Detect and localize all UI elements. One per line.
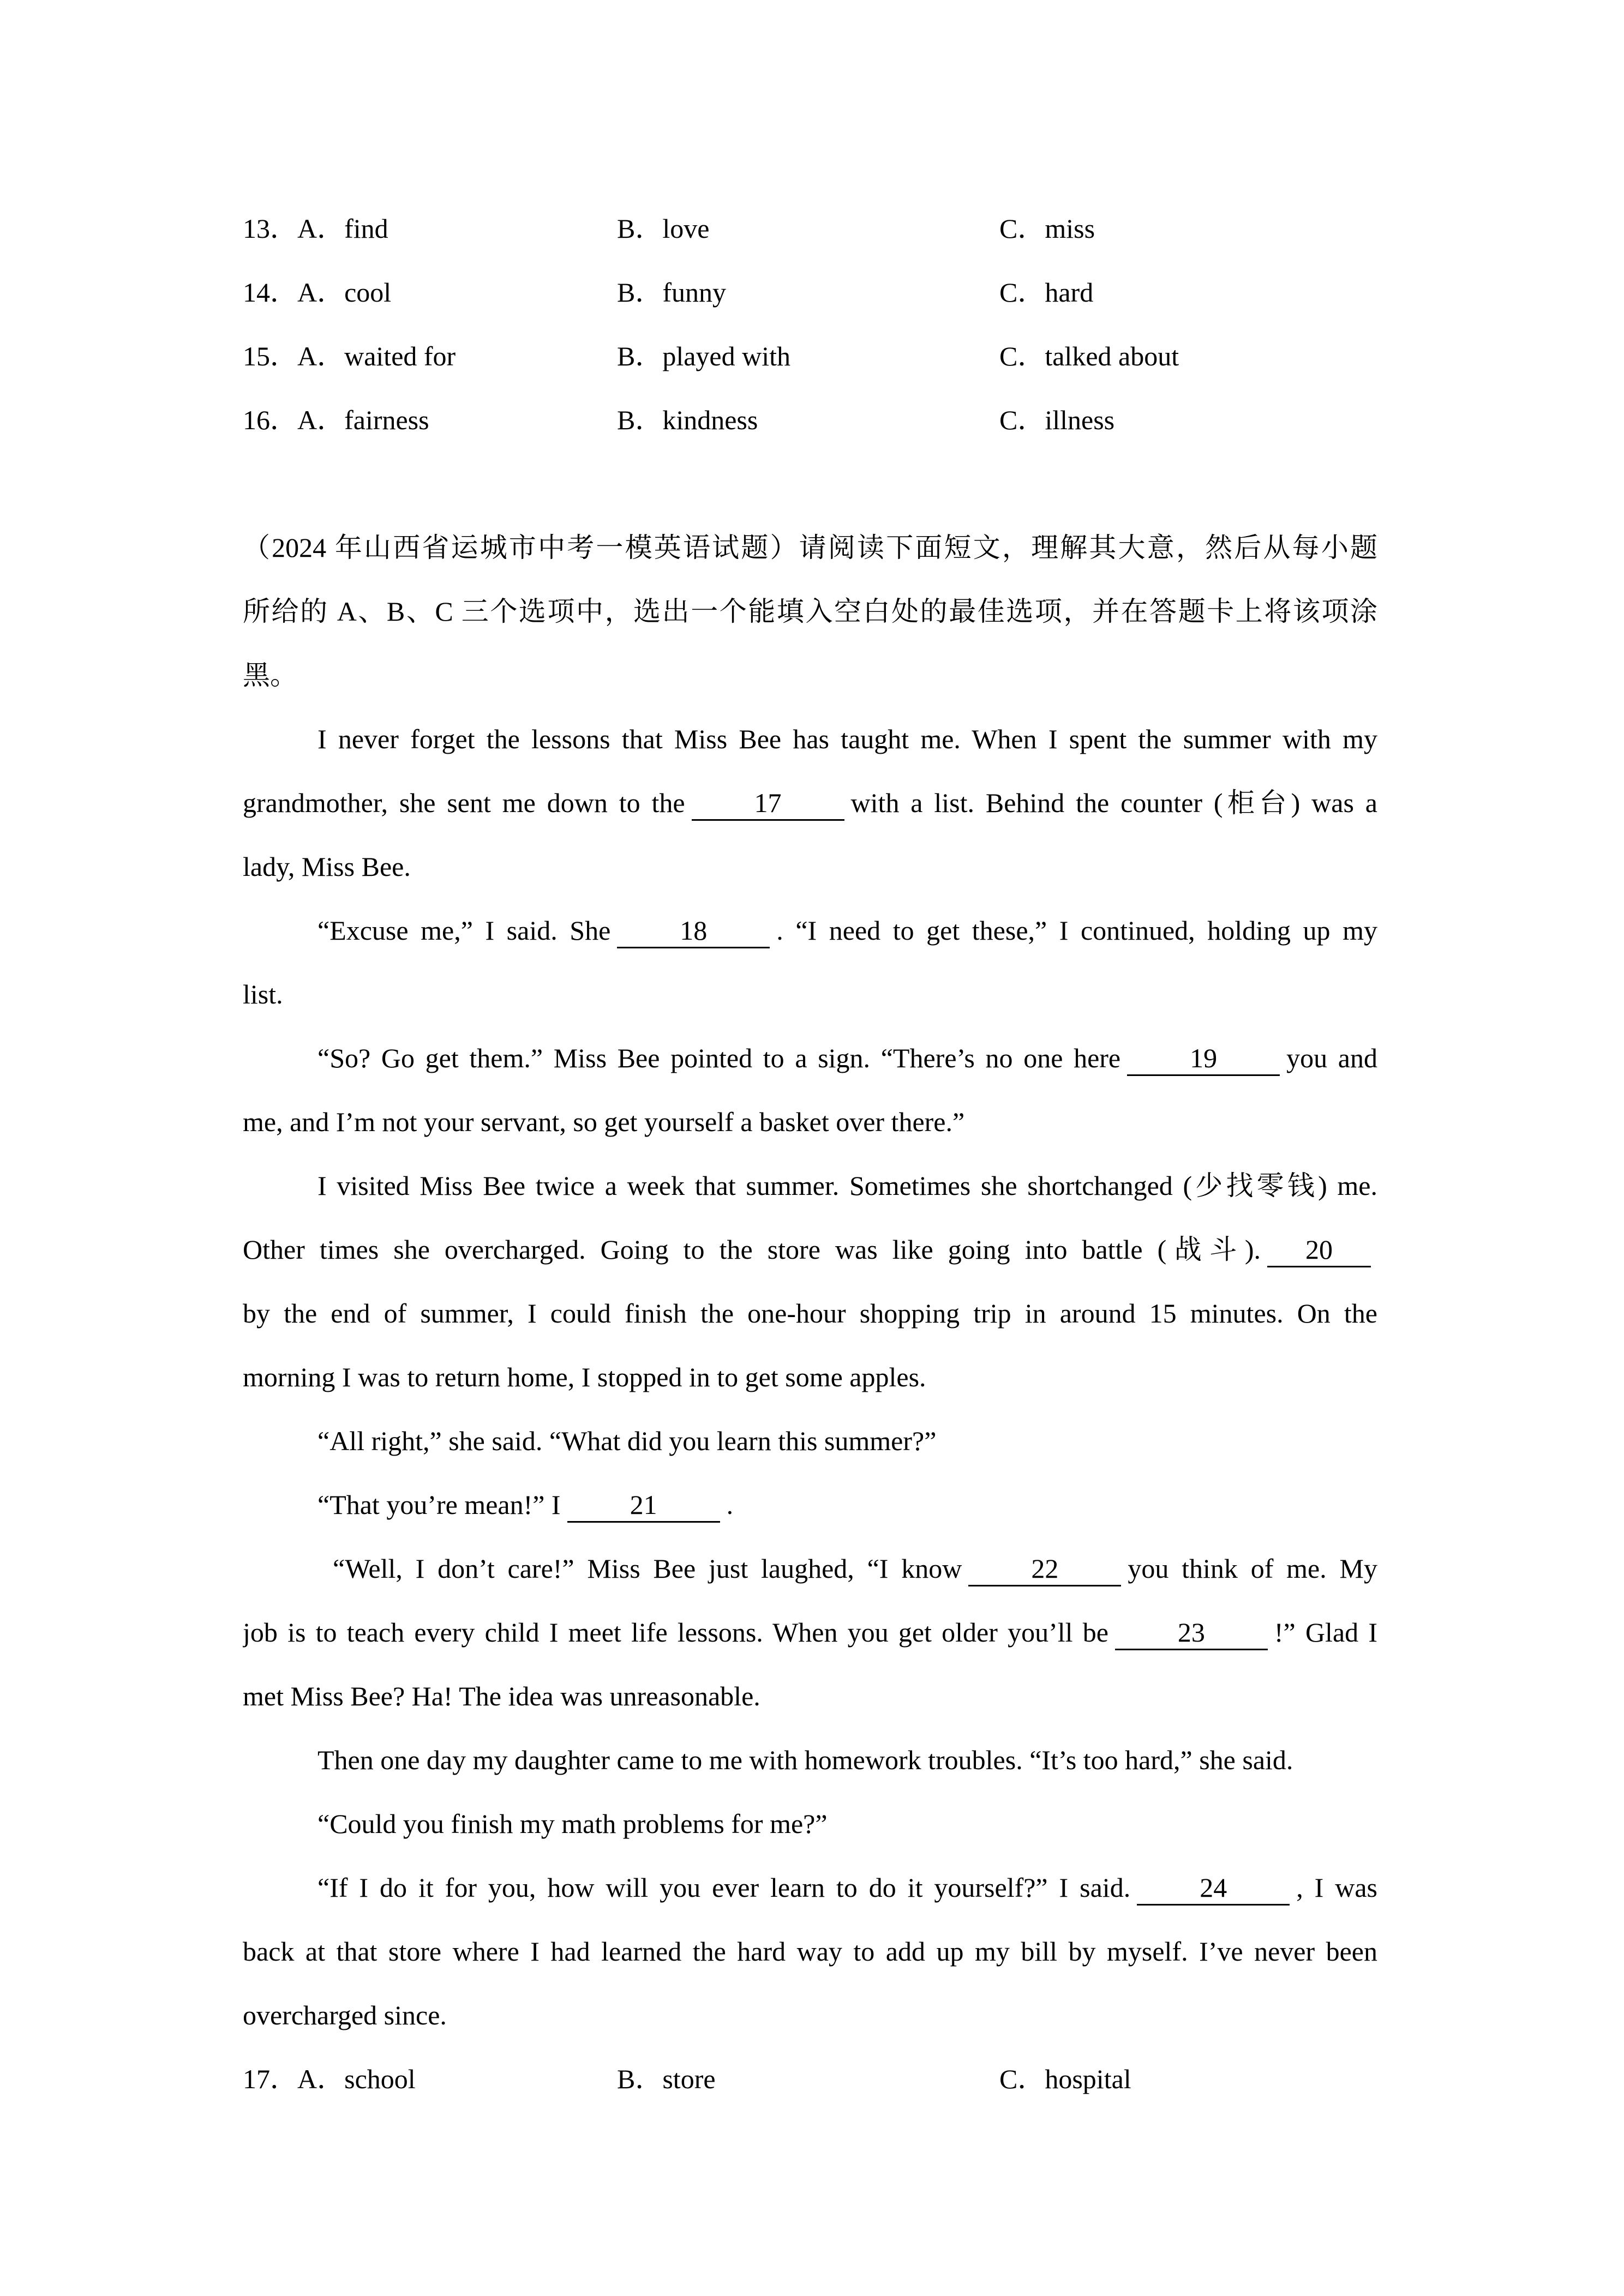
passage-line-18: “Could you finish my math problems for me?” bbox=[317, 1808, 828, 1839]
blank-22 bbox=[968, 1552, 1121, 1586]
passage-line-12: “All right,” she said. “What did you learn this summer?” bbox=[317, 1426, 937, 1456]
passage-line-1: I never forget the lessons that Miss Bee has taught me. When I spent the summer with my bbox=[317, 724, 1377, 754]
blank-21 bbox=[567, 1488, 720, 1523]
passage-line-13 bbox=[243, 1473, 1377, 1537]
passage-line-17: Then one day my daughter came to me with homework troubles. “It’s too hard,” she said. bbox=[317, 1745, 1293, 1775]
blank-20-number: 20 bbox=[1305, 1234, 1333, 1265]
passage-line-15 bbox=[243, 1601, 1377, 1664]
instruction-line-2: 所给的 A、B、C 三个选项中，选出一个能填入空白处的最佳选项，并在答题卡上将该项涂 bbox=[243, 596, 1377, 627]
passage-text: !” Glad I bbox=[1274, 1617, 1377, 1648]
blank-20 bbox=[1267, 1233, 1371, 1267]
passage-line-11: morning I was to return home, I stopped in to get some apples. bbox=[243, 1362, 926, 1392]
option-16-a: 16．A．fairness bbox=[243, 405, 429, 435]
passage-line-8: I visited Miss Bee twice a week that summer. Sometimes she shortchanged (少找零钱) me. bbox=[317, 1170, 1377, 1201]
passage-line-14 bbox=[243, 1537, 1377, 1601]
blank-18 bbox=[617, 914, 770, 948]
passage-text: grandmother, she sent me down to the bbox=[243, 788, 685, 818]
option-row-17 bbox=[243, 2047, 1377, 2111]
passage-line-20: back at that store where I had learned the hard way to add up my bill by myself. I’ve never been bbox=[243, 1936, 1377, 1967]
option-17-c: C．hospital bbox=[999, 2064, 1131, 2094]
passage-line-21: overcharged since. bbox=[243, 2000, 447, 2030]
blank-19 bbox=[1127, 1042, 1280, 1076]
passage-text: , I was bbox=[1296, 1872, 1377, 1903]
passage-text: you and bbox=[1286, 1043, 1377, 1073]
blank-17 bbox=[692, 786, 844, 821]
blank-18-number: 18 bbox=[680, 915, 708, 946]
option-13-a: 13．A．find bbox=[243, 213, 388, 244]
passage-line-7: me, and I’m not your servant, so get yourself a basket over there.” bbox=[243, 1107, 965, 1137]
passage-text: “Excuse me,” I said. She bbox=[317, 915, 611, 946]
option-row-13 bbox=[243, 197, 1377, 261]
option-14-c: C．hard bbox=[999, 277, 1094, 308]
blank-22-number: 22 bbox=[1031, 1553, 1059, 1584]
option-15-b: B．played with bbox=[617, 341, 791, 371]
option-14-b: B．funny bbox=[617, 277, 726, 308]
option-13-c: C．miss bbox=[999, 213, 1095, 244]
passage-line-10: by the end of summer, I could finish the one-hour shopping trip in around 15 minutes. On the bbox=[243, 1298, 1377, 1329]
passage-text: with a list. Behind the counter (柜台) was a bbox=[850, 788, 1377, 818]
blank-19-number: 19 bbox=[1190, 1043, 1218, 1073]
option-row-15 bbox=[243, 324, 1377, 388]
blank-23 bbox=[1115, 1616, 1268, 1650]
blank-line bbox=[243, 452, 1377, 516]
blank-21-number: 21 bbox=[630, 1489, 657, 1520]
passage-text: . “I need to get these,” I continued, holding up my bbox=[776, 915, 1377, 946]
option-15-c: C．talked about bbox=[999, 341, 1179, 371]
passage-text: Other times she overcharged. Going to the store was like going into battle (战斗). bbox=[243, 1234, 1261, 1265]
passage-line-4 bbox=[243, 899, 1377, 963]
passage-line-16: met Miss Bee? Ha! The idea was unreasonable. bbox=[243, 1681, 760, 1711]
passage-text: “So? Go get them.” Miss Bee pointed to a sign. “There’s no one here bbox=[317, 1043, 1121, 1073]
passage-line-19 bbox=[243, 1856, 1377, 1920]
passage-line-2 bbox=[243, 771, 1377, 835]
instruction-line-1: （2024 年山西省运城市中考一模英语试题）请阅读下面短文，理解其大意，然后从每小题 bbox=[243, 532, 1377, 563]
option-15-a: 15．A．waited for bbox=[243, 341, 456, 371]
option-14-a: 14．A．cool bbox=[243, 277, 392, 308]
blank-24 bbox=[1137, 1871, 1290, 1906]
passage-text: . bbox=[726, 1489, 734, 1520]
option-16-b: B．kindness bbox=[617, 405, 758, 435]
passage-line-3: lady, Miss Bee. bbox=[243, 851, 411, 882]
option-17-a: 17．A．school bbox=[243, 2064, 416, 2094]
passage-text: job is to teach every child I meet life lessons. When you get older you’ll be bbox=[243, 1617, 1108, 1648]
passage-text: you think of me. My bbox=[1128, 1553, 1377, 1584]
option-13-b: B．love bbox=[617, 213, 710, 244]
passage-text: “If I do it for you, how will you ever learn to do it yourself?” I said. bbox=[317, 1872, 1131, 1903]
option-17-b: B．store bbox=[617, 2064, 716, 2094]
blank-24-number: 24 bbox=[1200, 1872, 1227, 1903]
passage-line-5: list. bbox=[243, 979, 283, 1009]
passage-line-9 bbox=[243, 1218, 1377, 1282]
passage-line-6 bbox=[243, 1026, 1377, 1090]
blank-23-number: 23 bbox=[1177, 1617, 1205, 1648]
option-16-c: C．illness bbox=[999, 405, 1115, 435]
option-row-16 bbox=[243, 388, 1377, 452]
option-row-14 bbox=[243, 261, 1377, 324]
passage-text: “Well, I don’t care!” Miss Bee just laughed, “I know bbox=[333, 1553, 962, 1584]
passage-text: “That you’re mean!” I bbox=[317, 1489, 561, 1520]
blank-17-number: 17 bbox=[754, 788, 782, 818]
instruction-line-3: 黑。 bbox=[243, 660, 297, 690]
